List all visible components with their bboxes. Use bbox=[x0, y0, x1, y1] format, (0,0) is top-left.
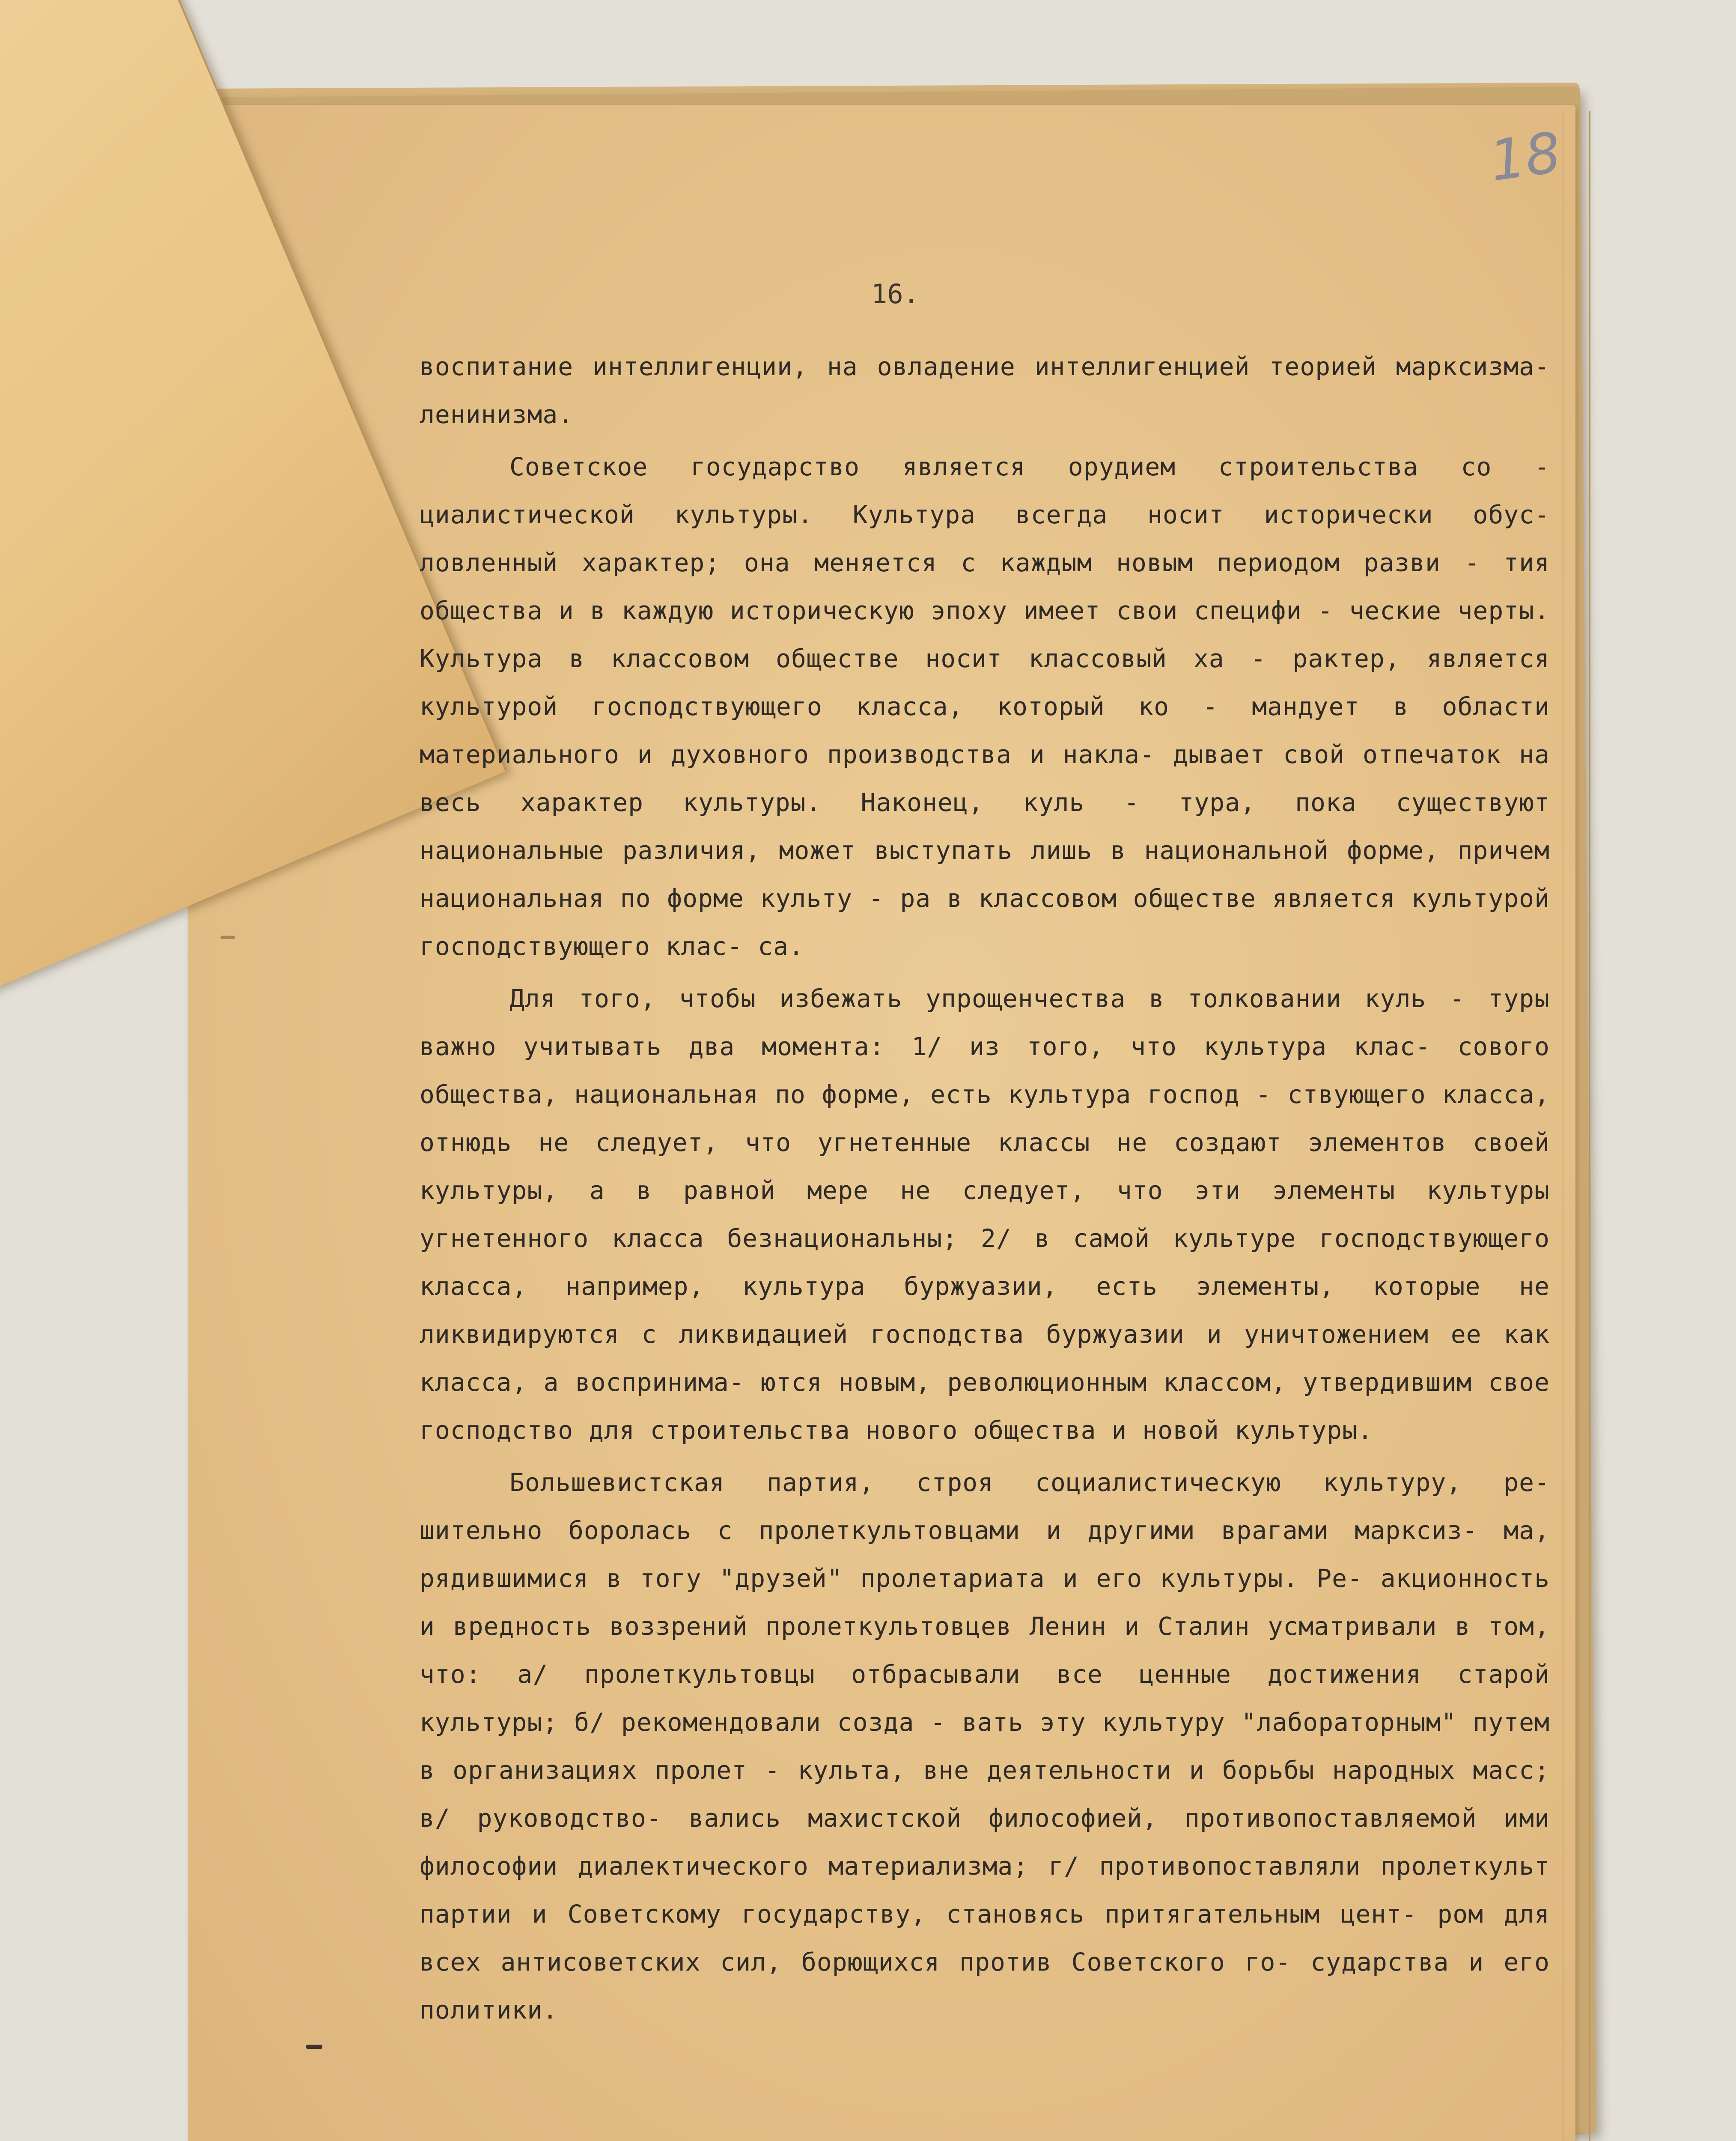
ink-dash-mark bbox=[306, 2045, 322, 2049]
paragraph-4: Большевистская партия, строя социалистическую культуру, ре- шительно боролась с пролеткультовцами и другими врагами марксиз- ма, рядившимися в тогу "друзей" пролетариата и его культуры. Ре- акционность и вредность воззрений пролеткультовцев Ленин и Сталин усматривали в том, что: а/ пролеткультовцы отбрасывали все ценные достижения старой культуры; б/ рекомендовали созда - вать эту культуру "лабораторным" путем в организациях пролет - культа, вне деятельности и борьбы народных масс; в/ руководство- вались махистской философией, противопоставляемой ими философии диалектического материализма; г/ противопоставляли пролеткульт партии и Советскому государству, становясь притягательным цент- ром для всех антисоветских сил, борющихся против Советского го- сударства и его политики. bbox=[420, 1468, 1550, 2025]
typed-body-text bbox=[420, 343, 1550, 2034]
archive-folio-number: 18 bbox=[1486, 119, 1565, 194]
margin-mark bbox=[220, 936, 235, 939]
page-stack-edge bbox=[1563, 111, 1590, 2141]
paragraph-2: Советское государство является орудием строительства со - циалистической культуры. Культура всегда носит исторически обус- ловленный характер; она меняется с каждым новым периодом разви - тия общества и в каждую историческую эпоху имеет свои специфи - ческие черты. Культура в классовом обществе носит классовый ха - рактер, является культурой господствующего класса, который ко - мандует в области материального и духовного производства и накла- дывает свой отпечаток на весь характер культуры. Наконец, куль - тура, пока существуют национальные различия, может выступать лишь в национальной форме, причем национальная по форме культу - ра в классовом обществе является культурой господствующего клас- са. bbox=[420, 452, 1550, 961]
paragraph-1: воспитание интеллигенции, на овладение интеллигенцией теорией марксизма-ленинизма. bbox=[420, 352, 1550, 429]
paragraph-3: Для того, чтобы избежать упрощенчества в толковании куль - туры важно учитывать два момента: 1/ из того, что культура клас- сового общества, национальная по форме, есть культура господ - ствующего класса, отнюдь не следует, что угнетенные классы не создают элементов своей культуры, а в равной мере не следует, что эти элементы культуры угнетенного класса безнациональны; 2/ в самой культуре господствующего класса, например, культура буржуазии, есть элементы, которые не ликвидируются с ликвидацией господства буржуазии и уничтожением ее как класса, а воспринима- ются новым, революционным классом, утвердившим свое господство для строительства нового общества и новой культуры. bbox=[420, 984, 1550, 1445]
page-number: 16. bbox=[871, 278, 919, 310]
